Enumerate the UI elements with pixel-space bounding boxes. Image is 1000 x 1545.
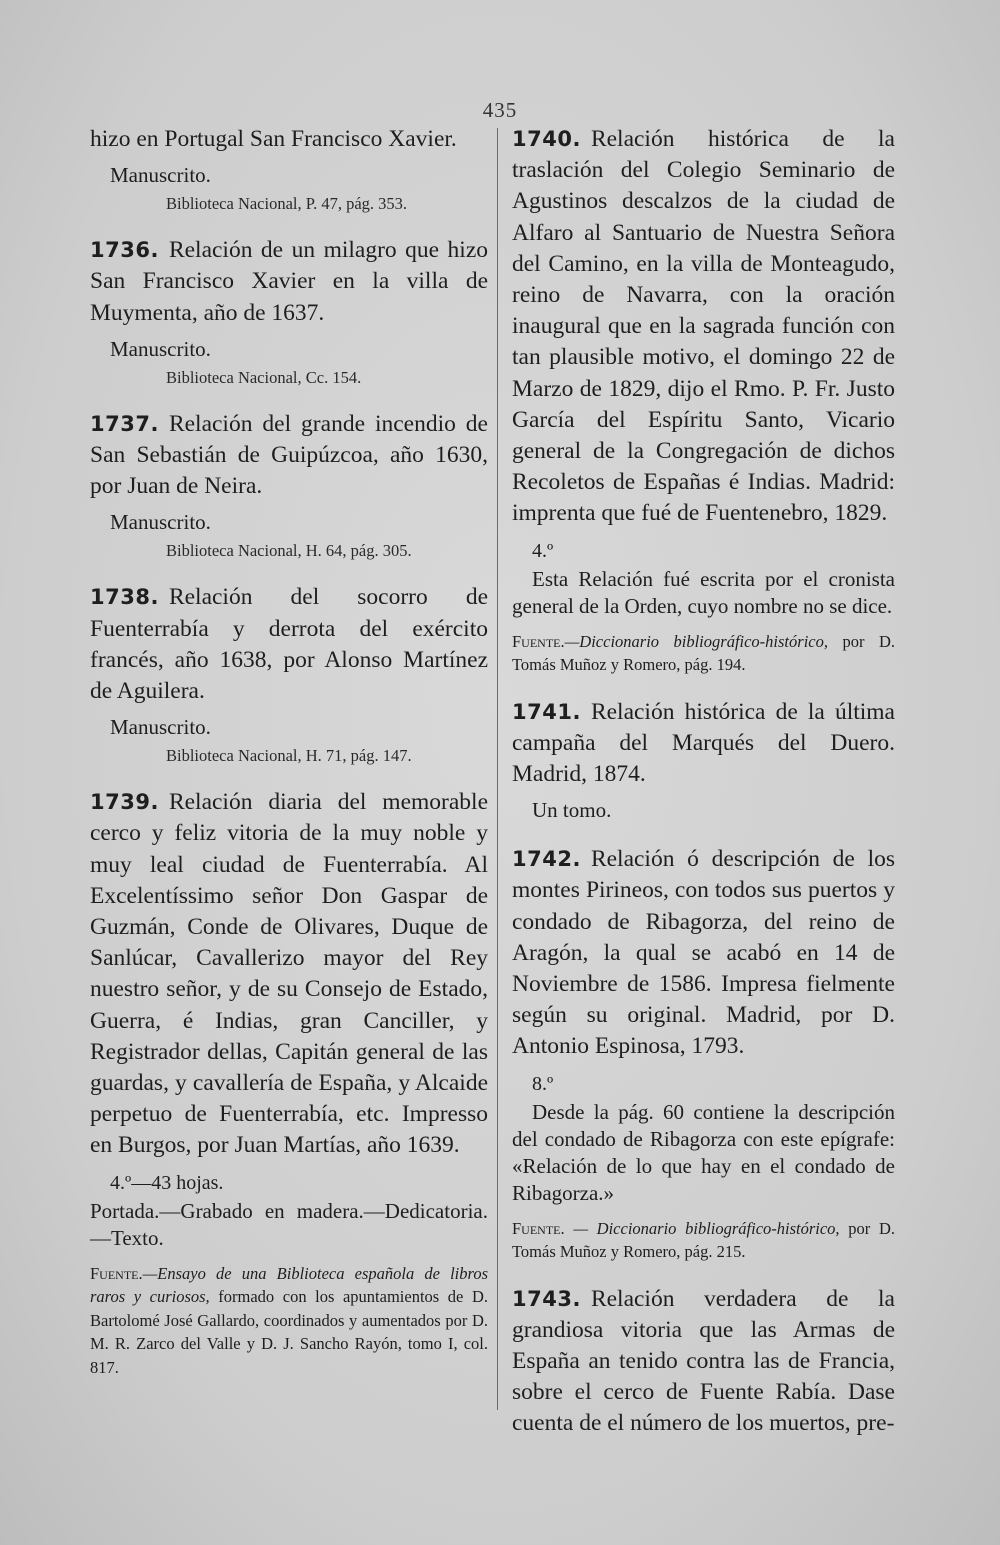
page-number: 435	[482, 98, 518, 122]
column-divider	[497, 128, 498, 1410]
entry-1741	[512, 697, 895, 825]
entry-number: 1736.	[90, 238, 159, 263]
source-label: Fuente.	[90, 1263, 143, 1283]
entry-number: 1738.	[90, 585, 159, 610]
entry-1739	[90, 787, 488, 1379]
entry-1736	[90, 235, 488, 389]
entry-location: Biblioteca Nacional, P. 47, pág. 353.	[166, 194, 408, 214]
entry-source	[512, 630, 895, 677]
source-title: —Ensayo de una Biblioteca española de libros raros y curiosos,	[90, 1263, 488, 1307]
entry-1743	[512, 1284, 895, 1440]
entry-number: 1737.	[90, 411, 159, 436]
source-detail: por D. Tomás Muñoz y Romero, pág. 194.	[512, 631, 895, 675]
entry-number: 1739.	[90, 790, 159, 815]
entry-number: 1743.	[512, 1286, 581, 1311]
entry-text: Relación de un milagro que hizo San Francisco Xavier en la villa de Muymenta, año de 1637.	[90, 237, 488, 326]
entry-text: Relación histórica de la traslación del Colegio Seminario de Agustinos descalzos de la ciudad de Alfaro al Santuario de Nuestra Señora del Camino, en la villa de Monteagudo, reino de Navarra, con la oración inaugural que en la sagrada función con tan plausible motivo, el domingo 22 de Marzo de 1829, dijo el Rmo. P. Fr. Justo García del Espíritu Santo, Vicario general de la Congregación de dichos Recoletos de Españas é Indias. Madrid: imprenta que fué de Fuentenebro, 1829.	[512, 126, 895, 527]
source-detail: por D. Tomás Muñoz y Romero, pág. 215.	[512, 1218, 895, 1262]
entry-1738	[90, 582, 488, 767]
entry-text: hizo en Portugal San Francisco Xavier.	[90, 126, 457, 152]
entry-location: Biblioteca Nacional, H. 64, pág. 305.	[166, 541, 412, 561]
entry-source	[512, 1217, 895, 1264]
entry-format: 4.º—43 hojas.	[110, 1171, 224, 1194]
entry-text: Relación del socorro de Fuenterrabía y derrota del exército francés, año 1638, por Alonso Martínez de Aguilera.	[90, 584, 488, 705]
entry-description: Portada.—Grabado en madera.—Dedicatoria.—Texto.	[90, 1198, 488, 1250]
source-label: Fuente.	[512, 631, 565, 651]
continued-entry	[90, 124, 488, 215]
entry-text: Relación del grande incendio de San Sebastián de Guipúzcoa, año 1630, por Juan de Neira.	[90, 410, 488, 500]
entry-location: Biblioteca Nacional, H. 71, pág. 147.	[166, 746, 412, 766]
entry-text: Relación histórica de la última campaña del Marqués del Duero. Madrid, 1874.	[512, 698, 895, 788]
entry-text: Relación diaria del memorable cerco y feliz vitoria de la muy noble y muy leal ciudad de Fuenterrabía. Al Excelentíssimo señor Don Gaspar de Guzmán, Conde de Olivares, Duque de Sanlúcar, Cavallerizo mayor del Rey nuestro señor, y de su Consejo de Estado, Guerra, é Indias, gran Canciller, y Registrador dellas, Capitán general de las guardas, y cavallería de España, y Alcaide perpetuo de Fuenterrabía, etc. Impresso en Burgos, por Juan Martías, año 1639.	[90, 789, 488, 1159]
entry-1737	[90, 409, 488, 563]
source-detail: formado con los apuntamientos de D. Bartolomé José Gallardo, coordinados y aumentados por D. M. R. Zarco del Valle y D. J. Sancho Rayón, tomo I, col. 817.	[90, 1287, 488, 1377]
entry-text: Relación ó descripción de los montes Pirineos, con todos sus puertos y condado de Ribagorza, del reino de Aragón, la qual se acabó en 14 de Noviembre de 1586. Impresa fielmente según su original. Madrid, por D. Antonio Espinosa, 1793.	[512, 846, 895, 1060]
entry-volume-note: Un tomo.	[532, 798, 612, 823]
left-column	[90, 124, 488, 1379]
entry-note: Desde la pág. 60 contiene la descripción del condado de Ribagorza con este epígrafe: «Relación de lo que hay en el condado de Ribagorza.»	[512, 1099, 895, 1205]
entry-source	[90, 1262, 488, 1380]
entry-manuscript-note: Manuscrito.	[110, 510, 211, 535]
entry-location: Biblioteca Nacional, Cc. 154.	[166, 367, 362, 387]
entry-number: 1742.	[512, 847, 581, 872]
entry-note: Esta Relación fué escrita por el cronista general de la Orden, cuyo nombre no se dice.	[512, 566, 895, 618]
source-title: —Diccionario bibliográfico-histórico,	[564, 631, 828, 651]
entry-number: 1740.	[512, 127, 581, 151]
entry-1742	[512, 844, 895, 1263]
entry-format: 8.º	[532, 1072, 554, 1095]
entry-manuscript-note: Manuscrito.	[110, 336, 211, 361]
right-column	[512, 124, 895, 1440]
entry-manuscript-note: Manuscrito.	[110, 163, 211, 188]
entry-manuscript-note: Manuscrito.	[110, 715, 211, 740]
entry-format: 4.º	[532, 539, 554, 562]
source-label: Fuente.	[512, 1218, 565, 1238]
source-title: — Diccionario bibliográfico-histórico,	[564, 1218, 840, 1238]
entry-number: 1741.	[512, 699, 581, 724]
entry-text: Relación verdadera de la grandiosa vitoria que las Armas de España an tenido contra las de Francia, sobre el cerco de Fuente Rabía. Dase cuenta de el número de los muertos, pre-	[512, 1285, 895, 1437]
entry-1740	[512, 124, 895, 677]
